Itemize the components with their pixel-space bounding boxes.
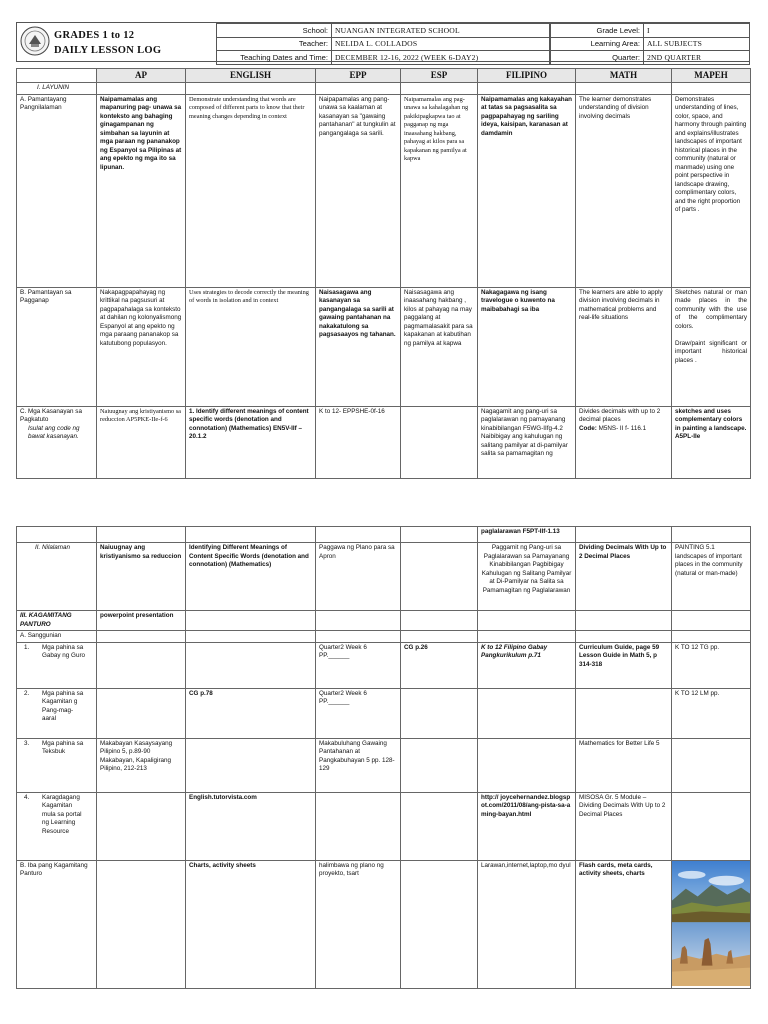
- cell-nil-epp: Paggawa ng Plano para sa Apron: [316, 543, 401, 611]
- cell-r3-ap: Makabayan Kasaysayang Pilipino 5, p.89-90 Makabayan, Kapaligirang Pilipino, 212-213: [97, 738, 186, 792]
- cell-r3-english: [186, 738, 316, 792]
- cell-nil-english: Identifying Different Meanings of Content Specific Words (denotation and connotation) (Mathematics): [186, 543, 316, 611]
- cell-r2-mapeh: K TO 12 LM pp.: [672, 688, 751, 738]
- school-value: NUANGAN INTEGRATED SCHOOL: [332, 24, 550, 38]
- row-text: Mga pahina sa Teksbuk: [42, 739, 84, 755]
- table-row: [17, 738, 751, 792]
- row-number: 4.: [24, 793, 30, 801]
- cell-c-esp: [401, 406, 478, 478]
- cell-a-ap: Naipamamalas ang mapanuring pag- unawa sa konteksto ang bahaging ginagampanan ng simbahan sa layunin at mga paraan ng pananakop ng Espanyol sa Pilipinas at ang epekto ng mga ito sa lipunan.: [97, 94, 186, 287]
- meta-left: [216, 23, 550, 65]
- cell-r4-esp: [401, 792, 478, 860]
- cell-nil-ap: Naiuugnay ang kristiyanismo sa reduccion: [97, 543, 186, 611]
- area-value: ALL SUBJECTS: [644, 37, 750, 51]
- row-label-sanggunian: A. Sanggunian: [17, 631, 97, 643]
- table-row: [17, 860, 751, 988]
- cell-r2-filipino: [478, 688, 576, 738]
- section-layunin: I. LAYUNIN: [17, 83, 97, 95]
- cell-c-math: [576, 406, 672, 478]
- cell-a-mapeh: Demonstrates understanding of lines, color, space, and harmony through painting and explains/illustrates landscapes of important historical places in the community (natural or manmade) using one point perspective in landscape drawing, complimentary colors, and the right proportion of parts .: [672, 94, 751, 287]
- cell-r1-mapeh: K TO 12 TG pp.: [672, 642, 751, 688]
- cell-r2-epp: Quarter2 Week 6 PP.______: [316, 688, 401, 738]
- col-header-esp: ESP: [401, 69, 478, 83]
- cell-r1-filipino: K to 12 Filipino Gabay Pangkurikulum p.71: [478, 642, 576, 688]
- cell-b-filipino: Nakagagawa ng isang travelogue o kuwento na maibabahagi sa iba: [478, 287, 576, 406]
- cell-nil-esp: [401, 543, 478, 611]
- cell-nil-mapeh: PAINTING 5.1 landscapes of important places in the community (natural or man-made): [672, 543, 751, 611]
- row-label-pamantayan-sa-pagganap: B. Pamantayan sa Pagganap: [17, 287, 97, 406]
- cell-b-ap: Nakapagpapahayag ng krittikal na pagsusuri at pagpapahalaga sa konteksto at dahilan ng kolonyalismong Espanyol at ang epekto ng mga paraang pananakop sa katutubong populasyon.: [97, 287, 186, 406]
- school-label: School:: [217, 24, 332, 38]
- dates-value: DECEMBER 12-16, 2022 (WEEK 6-DAY2): [332, 51, 550, 65]
- landscape-photo: [672, 861, 750, 986]
- document-header: [16, 22, 750, 62]
- col-header-ap: AP: [97, 69, 186, 83]
- row-label-teksbuk: [17, 738, 97, 792]
- cell-r4-english: English.tutorvista.com: [186, 792, 316, 860]
- cell-r4-mapeh: [672, 792, 751, 860]
- cell-r1-english: [186, 642, 316, 688]
- cell-rb-math: Flash cards, meta cards, activity sheets, charts: [576, 860, 672, 988]
- row-text: Mga pahina sa Gabay ng Guro: [42, 643, 86, 659]
- cell-c-filipino: Nagagamit ang pang-uri sa paglalarawan ng pamayanang kinabibilangan F5WG-IIfg-4.2 Naibibigay ang kahulugan ng salitang pamilyar at di-pamilyar salita sa pamamagitan ng: [478, 406, 576, 478]
- table-row: [17, 642, 751, 688]
- row-label-gabay-guro: [17, 642, 97, 688]
- cell-nil-math: Dividing Decimals With Up to 2 Decimal Places: [576, 543, 672, 611]
- row-text: Mga pahina sa Kagamitan g Pang-mag-aaral: [42, 689, 84, 722]
- cell-r1-epp: Quarter2 Week 6 PP.______: [316, 642, 401, 688]
- cell-a-esp: Naipamamalas ang pag-unawa sa kahalagahan ng pakikipagkapwa tao at pagganap ng mga inaasahang hakbang, pahayag at kilos para sa kapakanan ng pamilya at kapwa: [401, 94, 478, 287]
- cell-r2-ap: [97, 688, 186, 738]
- dates-label: Teaching Dates and Time:: [217, 51, 332, 65]
- cell-r3-epp: Makabuluhang Gawaing Pantahanan at Pangkabuhayan 5 pp. 128- 129: [316, 738, 401, 792]
- cell-b-epp: Naisasagawa ang kasanayan sa pangangalaga sa sarili at gawaing pantahanan na nakakatulong sa pagsasaayos ng tahanan.: [316, 287, 401, 406]
- cell-r2-english: CG p.78: [186, 688, 316, 738]
- cell-nil-filipino: Paggamit ng Pang-uri sa Paglalarawan sa Pamayanang Kinabibilangan Pagbibigay Kahulugan ng Salitang Pamilyar at Di-Pamilyar na Salita sa Pamamagitan ng Paglalarawan: [478, 543, 576, 611]
- row-number: 3.: [24, 739, 30, 747]
- col-header-math: MATH: [576, 69, 672, 83]
- cell-rb-esp: [401, 860, 478, 988]
- grade-value: I: [644, 24, 750, 38]
- table-row: [17, 611, 751, 631]
- deped-seal-icon: [20, 26, 50, 56]
- cell-r4-math: MISOSA Gr. 5 Module – Dividing Decimals With Up to 2 Decimal Places: [576, 792, 672, 860]
- cell-r3-filipino: [478, 738, 576, 792]
- lesson-table-part2: [16, 526, 751, 989]
- row-number: 1.: [24, 643, 30, 651]
- cell-rb-epp: halimbawa ng plano ng proyekto, tsart: [316, 860, 401, 988]
- math-code-label: Code:: [579, 424, 597, 432]
- col-header-epp: EPP: [316, 69, 401, 83]
- teacher-value: NELIDA L. COLLADOS: [332, 37, 550, 51]
- kasanayan-sublabel: Isulat ang code ng bawat kasanayan.: [28, 424, 80, 440]
- cell-r4-filipino: http:// joycehernandez.blogspot.com/2011/08/ang-pista-sa-aming-bayan.html: [478, 792, 576, 860]
- cell-r3-mapeh: [672, 738, 751, 792]
- area-label: Learning Area:: [551, 37, 644, 51]
- row-label-iba-pang-kagamitan: B. Iba pang Kagamitang Panturo: [17, 860, 97, 988]
- kasanayan-label: C. Mga Kasanayan sa Pagkatuto: [20, 407, 82, 423]
- cell-rb-filipino: Larawan,internet,laptop,mo dyul: [478, 860, 576, 988]
- cell-a-filipino: Naipamamalas ang kakayahan at tatas sa pagsasalita sa pagpapahayag ng sariling ideya, kaisipan, karanasan at damdamin: [478, 94, 576, 287]
- quarter-value: 2ND QUARTER: [644, 51, 750, 65]
- table-row: [17, 631, 751, 643]
- cell-kag-ap: powerpoint presentation: [97, 611, 186, 631]
- row-label-kagamitang-pang-mag-aaral: [17, 688, 97, 738]
- cell-c-ap: Naiuugnay ang kristiyanismo sa reduccion AP5PKE-IIe-f-6: [97, 406, 186, 478]
- section-nilalaman: II. Nilalaman: [17, 543, 97, 611]
- cell-rb-english: Charts, activity sheets: [186, 860, 316, 988]
- cell-r1-esp: CG p.26: [401, 642, 478, 688]
- table-row: [17, 287, 751, 406]
- cell-r3-math: Mathematics for Better Life 5: [576, 738, 672, 792]
- cell-b-esp: Naisasagawa ang inaasahang hakbang , kilos at pahayag na may paggalang at pagmamalasakit para sa kapakanan at kabutihan ng pamilya at kapwa: [401, 287, 478, 406]
- cell-rb-mapeh: [672, 860, 751, 988]
- cell-c-epp: K to 12- EPPSHE-0f-16: [316, 406, 401, 478]
- title-line-2: DAILY LESSON LOG: [54, 45, 162, 56]
- table-row: [17, 527, 751, 543]
- cell-r2-math: [576, 688, 672, 738]
- grade-label: Grade Level:: [551, 24, 644, 38]
- col-header-filipino: FILIPINO: [478, 69, 576, 83]
- title-line-1: GRADES 1 to 12: [54, 30, 135, 41]
- col-header-english: ENGLISH: [186, 69, 316, 83]
- row-label-mga-kasanayan: [17, 406, 97, 478]
- cell-r4-epp: [316, 792, 401, 860]
- document-title: [54, 28, 161, 58]
- cell-b-mapeh: Sketches natural or man made places in the community with the use of the complimentary colors. Draw/paint significant or important historical places .: [672, 287, 751, 406]
- cell-r1-math: Curriculum Guide, page 59 Lesson Guide in Math 5, p 314-318: [576, 642, 672, 688]
- meta-right: [550, 23, 750, 65]
- math-competency: Divides decimals with up to 2 decimal places: [579, 407, 661, 423]
- table-row: [17, 406, 751, 478]
- table-row: [17, 543, 751, 611]
- table-row: [17, 792, 751, 860]
- cell-a-epp: Naipapamalas ang pang-unawa sa kaalaman at kasanayan sa "gawaing pantahanan" at tungkulin at pangangalaga sa sarili.: [316, 94, 401, 287]
- cell-rb-ap: [97, 860, 186, 988]
- table-row: [17, 94, 751, 287]
- cell-c-english: 1. Identify different meanings of content specific words (denotation and connotation) (Mathematics) EN5V-IIf – 20.1.2: [186, 406, 316, 478]
- cell-r3-esp: [401, 738, 478, 792]
- cell-r4-ap: [97, 792, 186, 860]
- row-number: 2.: [24, 689, 30, 697]
- cell-c-mapeh: sketches and uses complementary colors in painting a landscape. A5PL-IIe: [672, 406, 751, 478]
- col-header-mapeh: MAPEH: [672, 69, 751, 83]
- cell-a-english: Demonstrate understanding that words are composed of different parts to know that their meaning changes depending in context: [186, 94, 316, 287]
- section-kagamitang-panturo: III. KAGAMITANG PANTURO: [17, 611, 97, 631]
- row-text: Karagdagang Kagamitan mula sa portal ng Learning Resource: [42, 793, 82, 835]
- cell-cont-filipino: paglalarawan F5PT-IIf-1.13: [478, 527, 576, 543]
- teacher-label: Teacher:: [217, 37, 332, 51]
- row-label-karagdagang-kagamitan: [17, 792, 97, 860]
- lesson-table-part1: [16, 68, 751, 479]
- cell-r1-ap: [97, 642, 186, 688]
- table-row: [17, 688, 751, 738]
- row-label-pamantayang-pangnilalaman: A. Pamantayang Pangnilalaman: [17, 94, 97, 287]
- cell-b-english: Uses strategies to decode correctly the meaning of words in isolation and in context: [186, 287, 316, 406]
- cell-r2-esp: [401, 688, 478, 738]
- quarter-label: Quarter:: [551, 51, 644, 65]
- cell-a-math: The learner demonstrates understanding of division involving decimals: [576, 94, 672, 287]
- math-code: M5NS- II f- 116.1: [598, 424, 647, 432]
- cell-b-math: The learners are able to apply division involving decimals in mathematical problems and real-life situations: [576, 287, 672, 406]
